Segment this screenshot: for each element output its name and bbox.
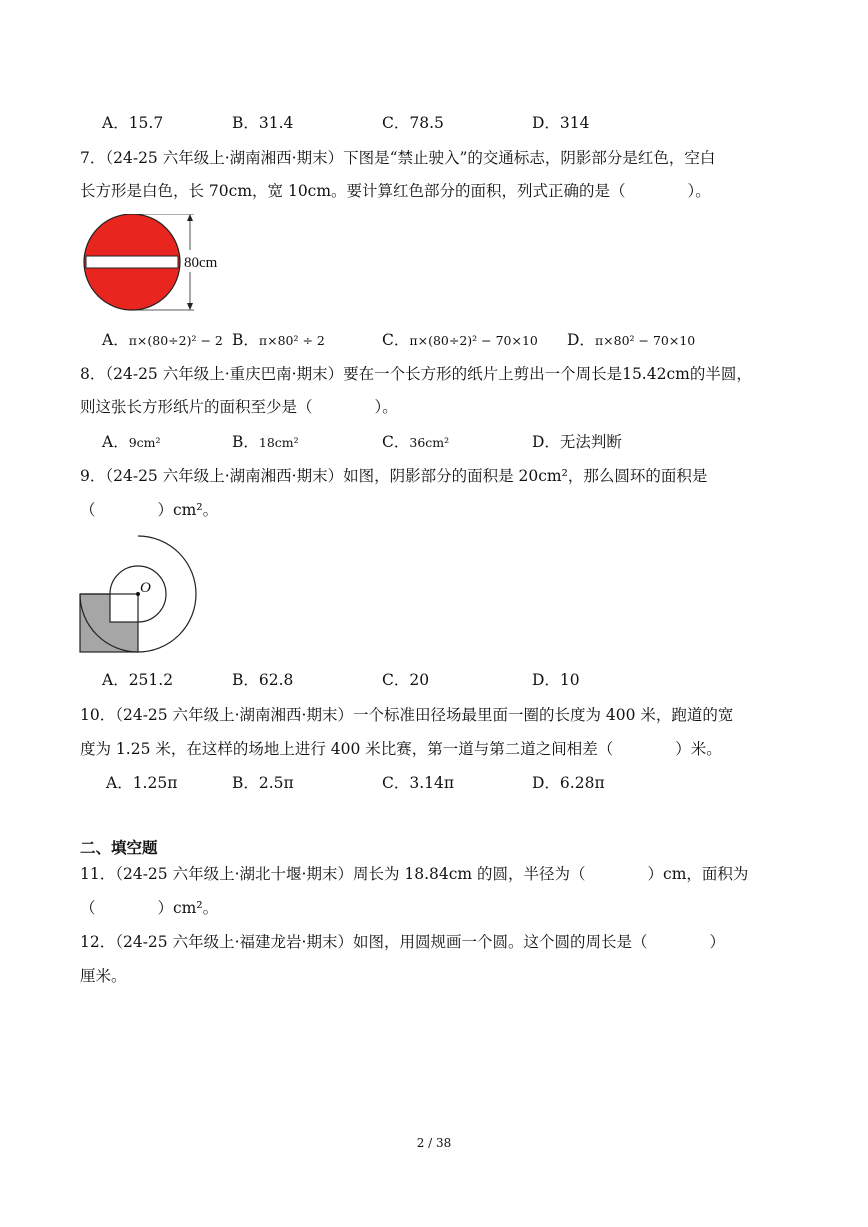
q8-option-b: B．18cm² <box>232 433 299 451</box>
no-entry-sign-figure <box>76 214 236 318</box>
q12-text-line1: 12．（24-25 六年级上·福建龙岩·期末）如图，用圆规画一个圆。这个圆的周长是（ ） <box>80 933 725 951</box>
q9-text-line1: 9．（24-25 六年级上·湖南湘西·期末）如图，阴影部分的面积是 20cm²，那么圆环的面积是 <box>80 467 708 485</box>
white-rectangle <box>86 256 178 268</box>
annulus-figure <box>76 532 202 656</box>
q7-text-line2: 长方形是白色，长 70cm，宽 10cm。要计算红色部分的面积，列式正确的是（ ）。 <box>80 182 711 200</box>
inner-square <box>110 594 138 622</box>
q10-option-b: B．2.5π <box>232 774 294 792</box>
q9-option-b: B．62.8 <box>232 671 294 689</box>
q10-option-c: C．3.14π <box>382 774 455 792</box>
q7-option-d: D．π×80² − 70×10 <box>567 331 696 349</box>
q10-option-a: A．1.25π <box>106 774 178 792</box>
q8-text-line2: 则这张长方形纸片的面积至少是（ ）。 <box>80 398 398 416</box>
diameter-label: 80cm <box>184 255 218 271</box>
q9-option-d: D．10 <box>532 671 580 689</box>
q8-option-a: A．9cm² <box>102 433 161 451</box>
q8-option-c: C．36cm² <box>382 433 450 451</box>
center-label: O <box>140 580 151 596</box>
q6-option-a: A．15.7 <box>102 114 164 132</box>
q7-option-a: A．π×(80÷2)² − 2 <box>102 331 223 349</box>
q6-option-b: B．31.4 <box>232 114 294 132</box>
q7-option-c: C．π×(80÷2)² − 70×10 <box>382 331 538 349</box>
q10-text-line1: 10．（24-25 六年级上·湖南湘西·期末）一个标准田径场最里面一圈的长度为 400 米，跑道的宽 <box>80 706 734 724</box>
q12-text-line2: 厘米。 <box>80 967 127 985</box>
q8-option-d: D．无法判断 <box>532 433 622 451</box>
section-heading: 二、填空题 <box>80 838 158 857</box>
q11-text-line1: 11．（24-25 六年级上·湖北十堰·期末）周长为 18.84cm 的圆，半径为（ ）cm，面积为 <box>80 865 749 883</box>
q9-option-a: A．251.2 <box>102 671 174 689</box>
page-number: 2 / 38 <box>416 1136 452 1150</box>
q9-text-line2: （ ）cm²。 <box>80 501 219 519</box>
q10-text-line2: 度为 1.25 米，在这样的场地上进行 400 米比赛，第一道与第二道之间相差（ ）米。 <box>80 740 722 758</box>
q9-option-c: C．20 <box>382 671 430 689</box>
q7-text-line1: 7．（24-25 六年级上·湖南湘西·期末）下图是“禁止驶入”的交通标志，阴影部分是红色，空白 <box>80 149 716 167</box>
q7-option-b: B．π×80² ÷ 2 <box>232 331 325 349</box>
q11-text-line2: （ ）cm²。 <box>80 899 219 917</box>
q8-text-line1: 8．（24-25 六年级上·重庆巴南·期末）要在一个长方形的纸片上剪出一个周长是15.42cm的半圆， <box>80 365 752 383</box>
q6-option-d: D．314 <box>532 114 590 132</box>
q6-option-c: C．78.5 <box>382 114 444 132</box>
q10-option-d: D．6.28π <box>532 774 605 792</box>
